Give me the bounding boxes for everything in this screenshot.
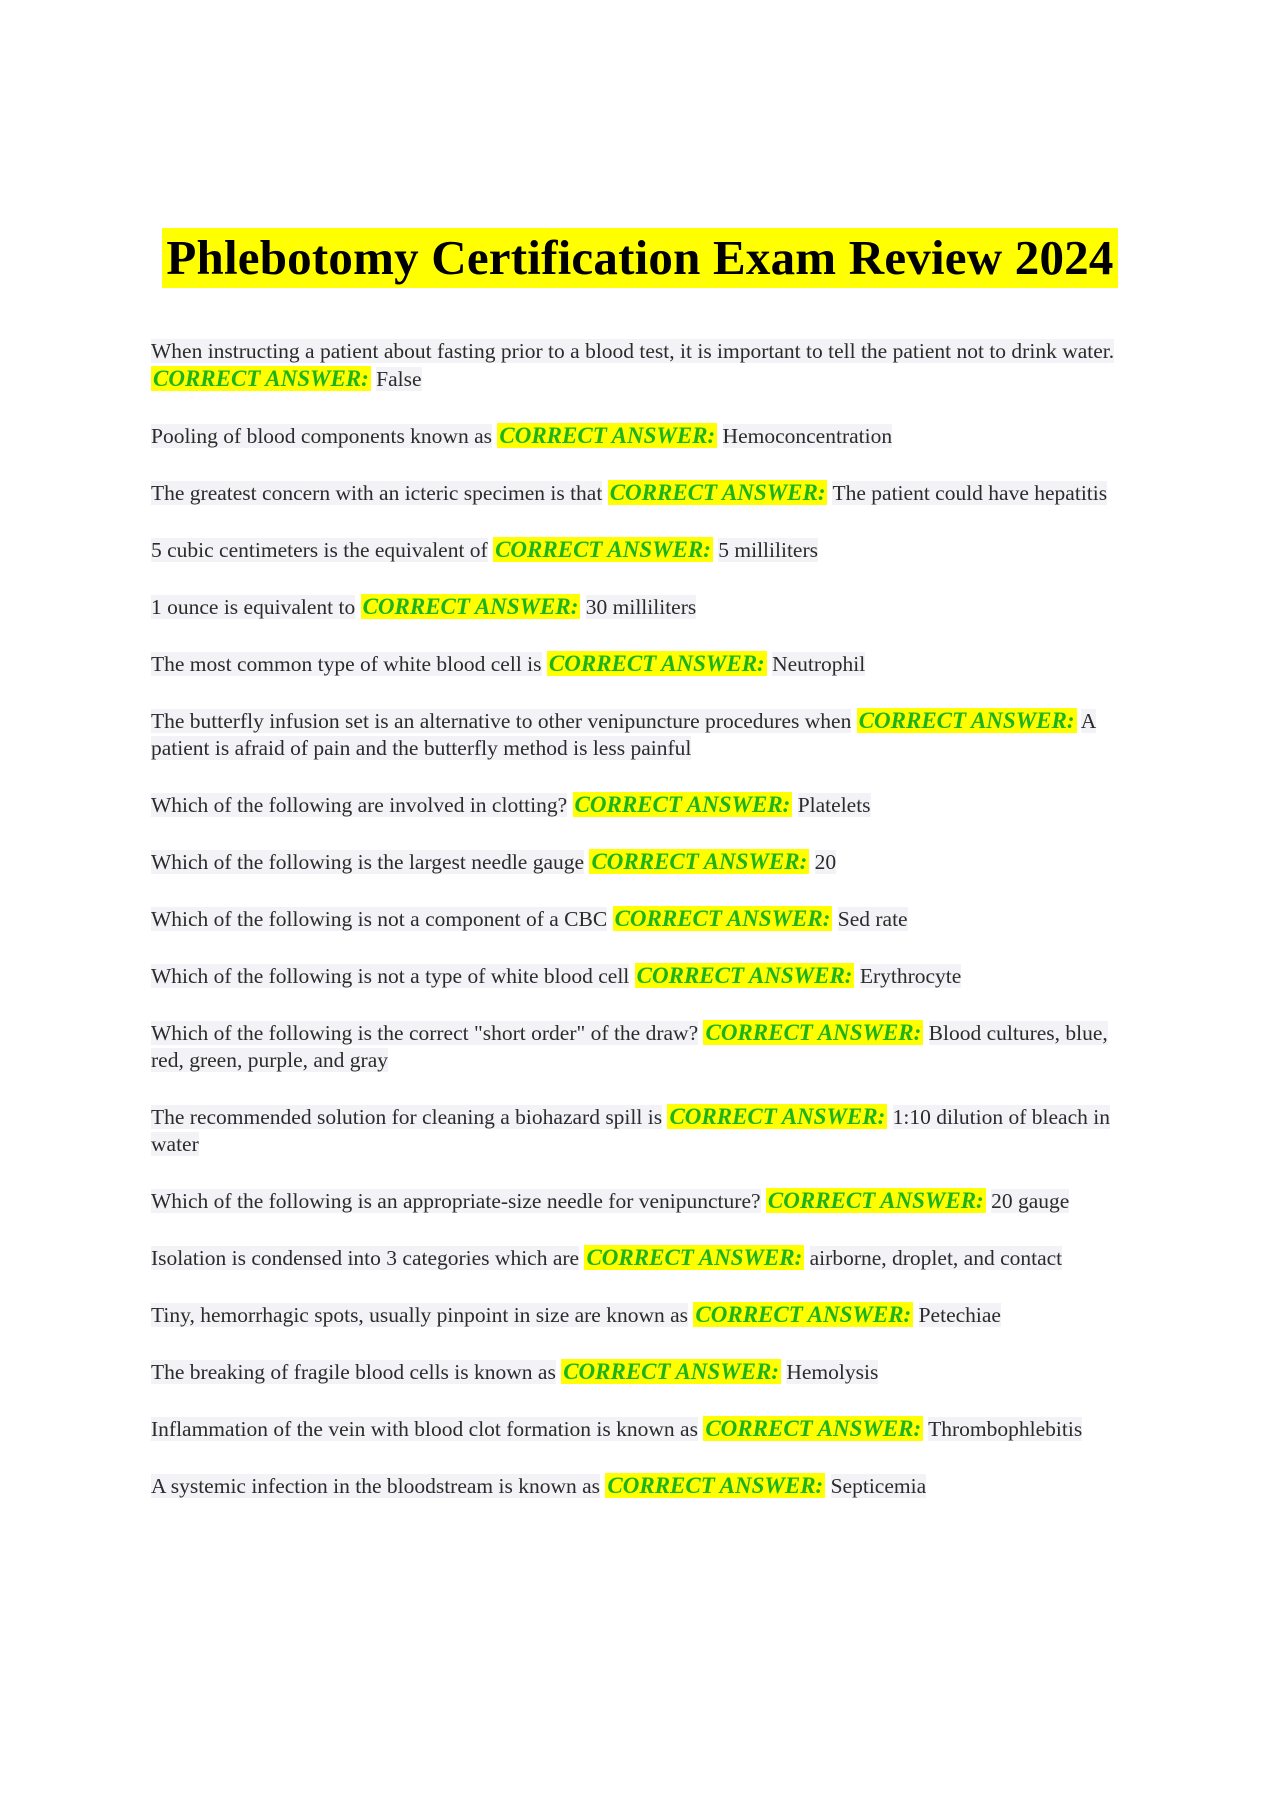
correct-answer-tag: CORRECT ANSWER: (609, 480, 826, 505)
qa-item (151, 1244, 1141, 1272)
question-text: The most common type of white blood cell is (151, 652, 542, 676)
correct-answer-tag: CORRECT ANSWER: (767, 1188, 984, 1213)
correct-answer-tag: CORRECT ANSWER: (669, 1104, 886, 1129)
question-text: The greatest concern with an icteric specimen is that (151, 481, 603, 505)
question-text: Which of the following is the correct "short order" of the draw? (151, 1021, 699, 1045)
correct-answer-tag: CORRECT ANSWER: (563, 1359, 779, 1384)
question-text: When instructing a patient about fasting prior to a blood test, it is important to tell the patient not to drink water. (151, 339, 1115, 363)
qa-item (151, 1187, 1141, 1215)
qa-item (151, 338, 1141, 393)
answer-text: airborne, droplet, and contact (809, 1246, 1063, 1270)
answer-text: Hemolysis (786, 1360, 879, 1384)
title-area (0, 228, 1280, 288)
question-text: The butterfly infusion set is an alternative to other venipuncture procedures when (151, 709, 852, 733)
qa-item (151, 905, 1141, 933)
qa-item (151, 1358, 1141, 1386)
answer-text: Blood cultures, blue, red, green, purple, and gray (151, 1021, 1108, 1072)
answer-text: Hemoconcentration (722, 424, 893, 448)
qa-item (151, 1019, 1141, 1074)
correct-answer-tag: CORRECT ANSWER: (607, 1473, 824, 1498)
correct-answer-tag: CORRECT ANSWER: (574, 792, 791, 817)
question-text: Which of the following is not a type of white blood cell (151, 964, 630, 988)
qa-item (151, 791, 1141, 819)
qa-item (151, 422, 1141, 450)
question-text: 1 ounce is equivalent to (151, 595, 356, 619)
answer-text: Septicemia (830, 1474, 927, 1498)
answer-text: Erythrocyte (859, 964, 962, 988)
question-text: The breaking of fragile blood cells is known as (151, 1360, 556, 1384)
question-text: 5 cubic centimeters is the equivalent of (151, 538, 488, 562)
question-text: Isolation is condensed into 3 categories which are (151, 1246, 580, 1270)
answer-text: Thrombophlebitis (928, 1417, 1083, 1441)
qa-item (151, 1415, 1141, 1443)
qa-item (151, 1301, 1141, 1329)
question-text: A systemic infection in the bloodstream is known as (151, 1474, 601, 1498)
correct-answer-tag: CORRECT ANSWER: (586, 1245, 803, 1270)
qa-item (151, 1472, 1141, 1500)
correct-answer-tag: CORRECT ANSWER: (362, 594, 579, 619)
question-text: Inflammation of the vein with blood clot formation is known as (151, 1417, 698, 1441)
correct-answer-tag: CORRECT ANSWER: (636, 963, 853, 988)
correct-answer-tag: CORRECT ANSWER: (705, 1020, 922, 1045)
question-text: Which of the following is not a component of a CBC (151, 907, 608, 931)
qa-item (151, 962, 1141, 990)
answer-text: The patient could have hepatitis (832, 481, 1108, 505)
answer-text: False (376, 367, 422, 391)
page-title: Phlebotomy Certification Exam Review 2024 (162, 228, 1117, 288)
question-text: Tiny, hemorrhagic spots, usually pinpoint in size are known as (151, 1303, 689, 1327)
question-text: Which of the following are involved in clotting? (151, 793, 568, 817)
correct-answer-tag: CORRECT ANSWER: (705, 1416, 922, 1441)
correct-answer-tag: CORRECT ANSWER: (499, 423, 716, 448)
question-text: Which of the following is the largest needle gauge (151, 850, 585, 874)
correct-answer-tag: CORRECT ANSWER: (858, 708, 1075, 733)
qa-item (151, 707, 1141, 762)
answer-text: 20 (814, 850, 837, 874)
correct-answer-tag: CORRECT ANSWER: (495, 537, 711, 562)
answer-text: Sed rate (837, 907, 908, 931)
question-text: Pooling of blood components known as (151, 424, 492, 448)
correct-answer-tag: CORRECT ANSWER: (591, 849, 808, 874)
correct-answer-tag: CORRECT ANSWER: (153, 366, 369, 391)
correct-answer-tag: CORRECT ANSWER: (695, 1302, 912, 1327)
answer-text: 30 milliliters (585, 595, 697, 619)
answer-text: Neutrophil (772, 652, 866, 676)
question-text: Which of the following is an appropriate-size needle for venipuncture? (151, 1189, 761, 1213)
qa-item (151, 848, 1141, 876)
qa-item (151, 650, 1141, 678)
answer-text: Petechiae (918, 1303, 1001, 1327)
correct-answer-tag: CORRECT ANSWER: (548, 651, 765, 676)
qa-list (151, 338, 1141, 1529)
answer-text: A patient is afraid of pain and the butterfly method is less painful (151, 709, 1097, 760)
answer-text: 5 milliliters (718, 538, 818, 562)
answer-text: 1:10 dilution of bleach in water (151, 1105, 1110, 1156)
correct-answer-tag: CORRECT ANSWER: (614, 906, 831, 931)
answer-text: 20 gauge (991, 1189, 1070, 1213)
qa-item (151, 593, 1141, 621)
qa-item (151, 536, 1141, 564)
qa-item (151, 1103, 1141, 1158)
answer-text: Platelets (797, 793, 871, 817)
question-text: The recommended solution for cleaning a biohazard spill is (151, 1105, 663, 1129)
qa-item (151, 479, 1141, 507)
